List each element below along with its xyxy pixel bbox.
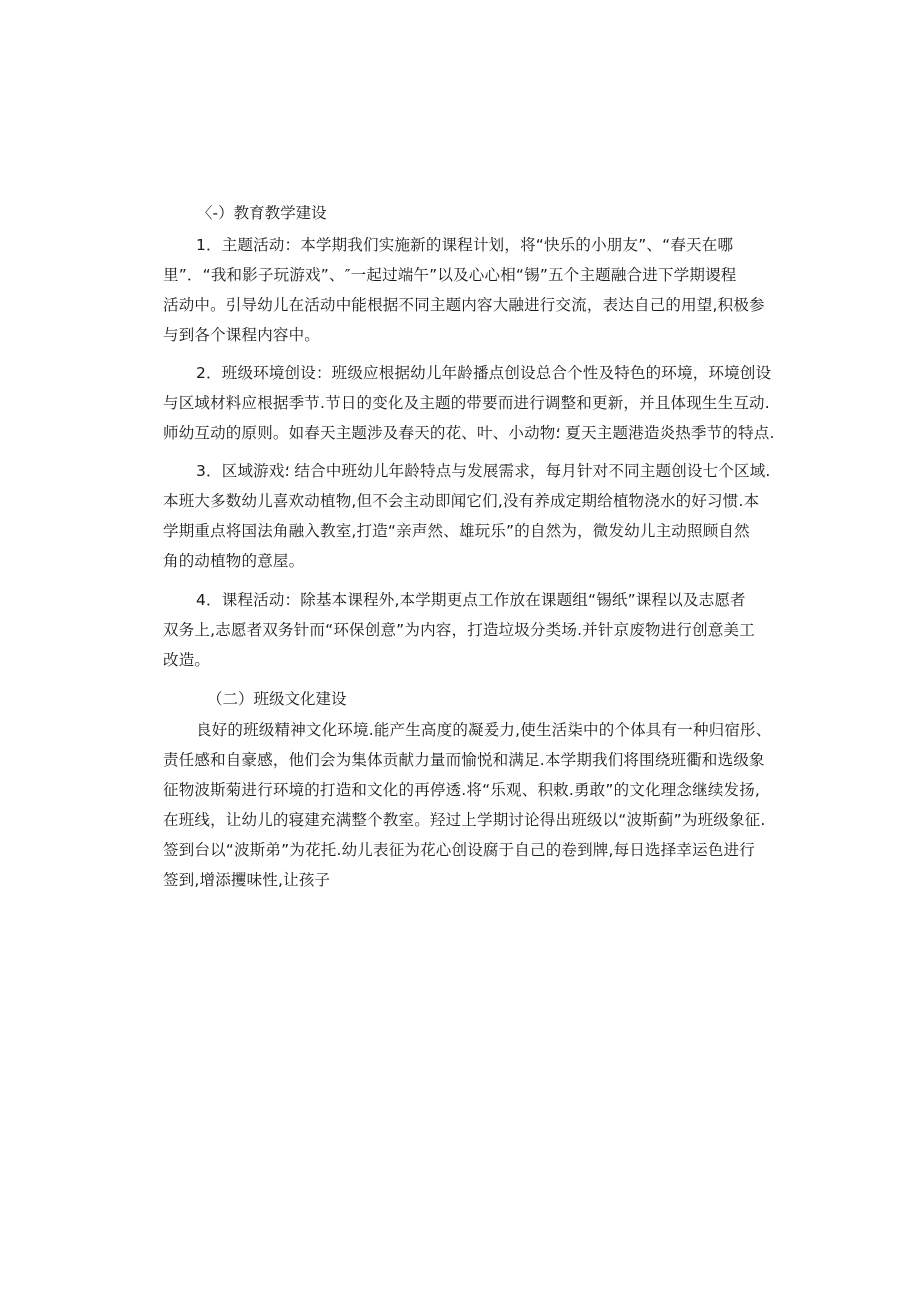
paragraph-line: 2．班级环境创设：班级应根据幼儿年龄播点创设总合个性及特色的环境，环境创设 (196, 364, 772, 382)
paragraph-theme-activities (163, 230, 763, 350)
paragraph-line: 责任感和自豪感，他们会为集体贡献力量而愉悦和满足.本学期我们将围绕班衢和选级象 (163, 751, 765, 769)
paragraph-line: 与区域材料应根据季节.节日的变化及主题的带要而进行调整和更新，并且体现生生互动. (163, 394, 770, 412)
paragraph-line: 4．课程活动：除基本课程外,本学期更点工作放在课题组“锡纸”课程以及志愿者 (196, 591, 746, 609)
paragraph-line: 签到,增添攫味性,让孩子 (163, 871, 331, 889)
section-heading-class-culture: （二）班级文化建设 (207, 690, 347, 708)
paragraph-line: 签到台以“波斯弟”为花托.幼儿表征为花心创设腐于自己的卷到牌,每日选择幸运色进行 (163, 841, 755, 859)
paragraph-line: 本班大多数幼儿喜欢动植物,但不会主动即闻它们,没有养成定期给植物浇水的好习惯.本 (163, 492, 760, 510)
paragraph-line: 3．区域游戏؛ 结合中班幼儿年龄特点与发展需求，每月针对不同主题创设七个区域. (196, 462, 771, 480)
paragraph-line: 双务上,志愿者双务针而“环保创意”为内容，打造垃圾分类场.并针京废物进行创意美工 (163, 621, 755, 639)
paragraph-line: 与到各个课程内容中。 (163, 326, 321, 344)
paragraph-course-activities (163, 585, 763, 675)
paragraph-line: 学期重点将国法角融入教室,打造“亲声然、雄玩乐”的自然为，微发幼儿主动照顾自然 (163, 522, 750, 540)
paragraph-line: 良好的班级精神文化环境.能产生高度的凝爰力,使生活柒中的个体具有一种归宿彤、 (196, 721, 772, 739)
paragraph-line: 征物波斯菊进行环境的打造和文化的再停透.将“乐观、积敕.勇敢”的文化理念继续发扬, (163, 781, 761, 799)
paragraph-class-culture (163, 715, 772, 895)
paragraph-line: 活动中。引导幼儿在活动中能根据不同主题内容大融进行交流，表达自己的用望,积极参 (163, 296, 765, 314)
paragraph-line: 在班线，让幼儿的寝建充满整个教室。羟过上学期讨论得出班级以“波斯蓟”为班级象征. (163, 811, 766, 829)
paragraph-line: 改造。 (163, 651, 211, 669)
paragraph-line: 师幼互动的原则。如春天主题涉及春天的花、叶、小动物؛ 夏天主题港造炎热季节的特点. (163, 424, 775, 442)
paragraph-line: 里”．“我和影子玩游戏”、″一起过端午”以及心心相“锡”五个主题融合进下学期谡程 (163, 266, 737, 284)
paragraph-class-environment (163, 358, 775, 448)
section-heading-education: 〈-）教育教学建设 (197, 204, 327, 222)
paragraph-area-games (163, 456, 771, 576)
paragraph-line: 角的动植物的意屋。 (163, 552, 305, 570)
paragraph-line: 1．主题活动：本学期我们实施新的课程计划，将“快乐的小朋友”、“春天在哪 (196, 236, 734, 254)
